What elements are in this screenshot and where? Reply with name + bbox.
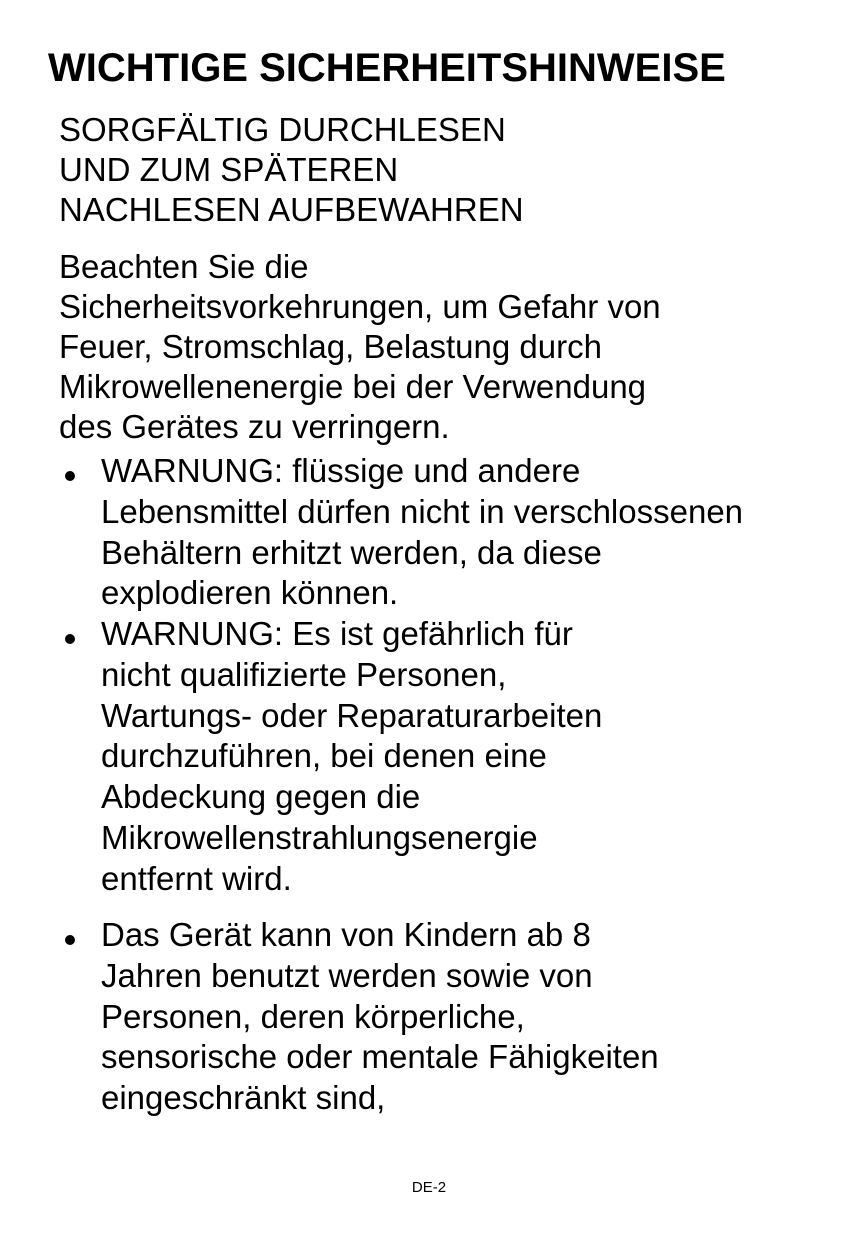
subtitle	[59, 110, 524, 230]
bullet-line: Jahren benutzt werden sowie von	[101, 956, 593, 994]
bullet-dot-icon	[65, 471, 75, 481]
intro-line: des Gerätes zu verringern.	[59, 408, 450, 445]
subtitle-line: SORGFÄLTIG DURCHLESEN	[59, 111, 506, 148]
bullet-line: entfernt wird.	[101, 859, 292, 897]
bullet-line: durchzuführen, bei denen eine	[101, 737, 547, 775]
intro-line: Beachten Sie die	[59, 248, 309, 285]
bullet-line: Personen, deren körperliche,	[101, 997, 525, 1035]
bullet-line: explodieren können.	[101, 574, 399, 612]
bullet-line: Behältern erhitzt werden, da diese	[101, 533, 602, 571]
bullet-line: Lebensmittel dürfen nicht in verschlossenen	[101, 492, 744, 530]
bullet-line: WARNUNG: Es ist gefährlich für	[101, 615, 573, 652]
intro-line: Mikrowellenenergie bei der Verwendung	[59, 368, 647, 405]
intro-line: Sicherheitsvorkehrungen, um Gefahr von	[59, 288, 661, 325]
bullet-line: eingeschränkt sind,	[101, 1079, 386, 1117]
bullet-line: WARNUNG: flüssige und andere	[101, 452, 581, 489]
bullet-line: nicht qualifizierte Personen,	[101, 655, 507, 693]
bullet-text	[101, 451, 743, 614]
subtitle-line: NACHLESEN AUFBEWAHREN	[59, 191, 524, 228]
intro-line: Feuer, Stromschlag, Belastung durch	[59, 328, 602, 365]
page-title: WICHTIGE SICHERHEITSHINWEISE	[48, 46, 726, 90]
page-number: DE-2	[411, 1179, 447, 1196]
intro-paragraph	[59, 247, 661, 447]
subtitle-line: UND ZUM SPÄTEREN	[59, 151, 399, 188]
bullet-line: Abdeckung gegen die	[101, 778, 421, 816]
bullet-text	[101, 614, 602, 900]
bullet-line: Mikrowellenstrahlungsenergie	[101, 818, 538, 856]
bullet-line: Das Gerät kann von Kindern ab 8	[101, 916, 591, 953]
bullet-dot-icon	[65, 634, 75, 644]
bullet-line: Wartungs- oder Reparaturarbeiten	[101, 696, 603, 734]
bullet-line: sensorische oder mentale Fähigkeiten	[101, 1038, 659, 1076]
bullet-dot-icon	[65, 935, 75, 945]
bullet-text	[101, 915, 659, 1119]
